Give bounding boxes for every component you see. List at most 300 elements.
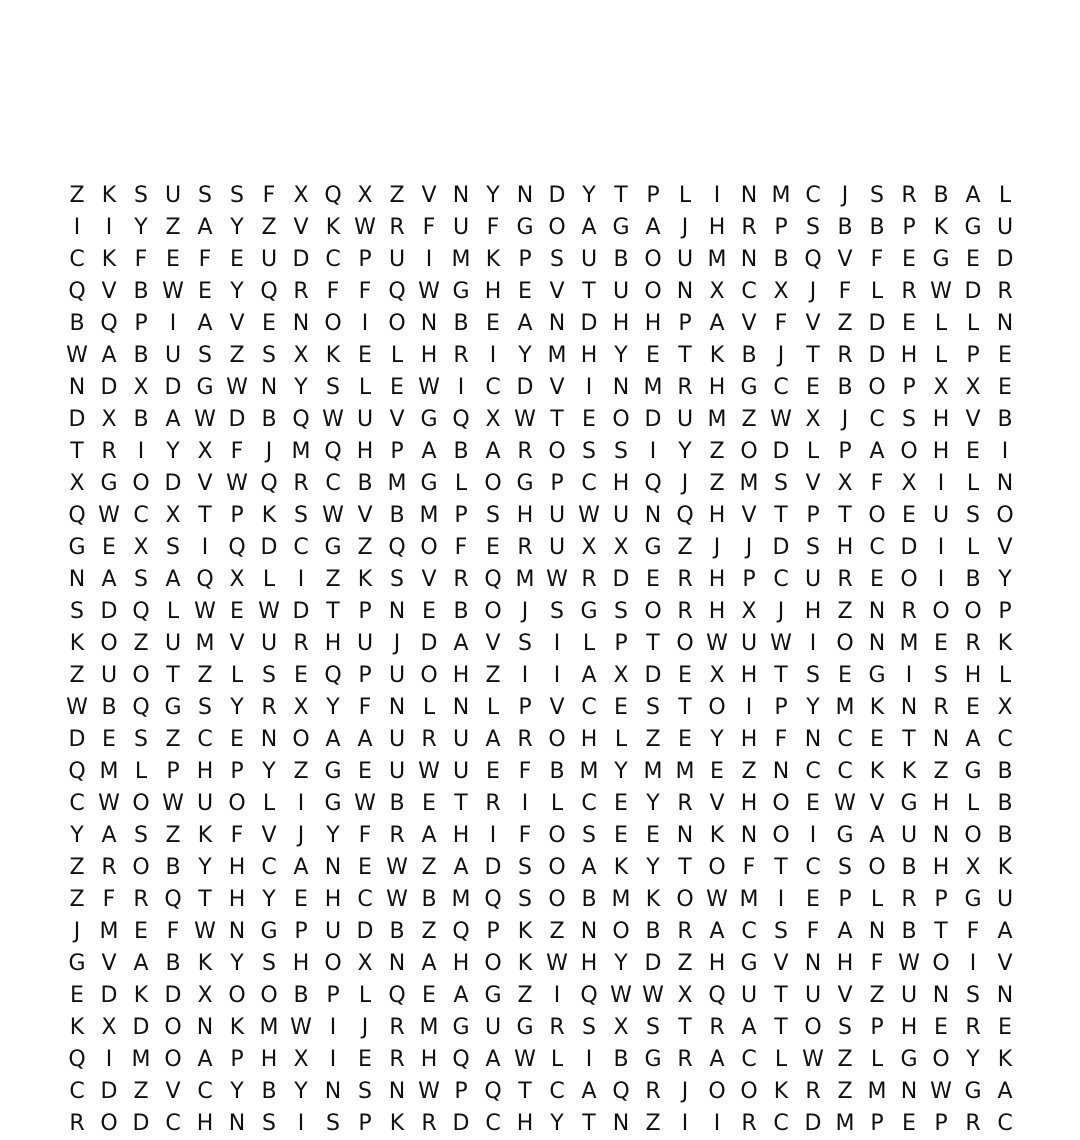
letter-cell[interactable]: H [260,1047,278,1072]
letter-cell[interactable]: D [420,631,438,656]
letter-cell[interactable]: D [100,375,118,400]
letter-cell[interactable]: Q [676,503,694,528]
letter-cell[interactable]: P [358,663,372,688]
letter-cell[interactable]: Q [132,695,150,720]
letter-cell[interactable]: N [612,375,630,400]
letter-cell[interactable]: N [324,855,342,880]
letter-cell[interactable]: L [166,599,180,624]
letter-cell[interactable]: W [354,215,376,240]
letter-cell[interactable]: L [550,1047,564,1072]
letter-cell[interactable]: N [260,727,278,752]
letter-cell[interactable]: K [645,887,661,912]
letter-cell[interactable]: W [546,567,568,592]
letter-cell[interactable]: S [518,887,532,912]
letter-cell[interactable]: W [514,407,536,432]
letter-cell[interactable]: O [740,439,758,464]
letter-cell[interactable]: P [390,439,404,464]
letter-cell[interactable]: A [581,1079,597,1104]
letter-cell[interactable]: P [646,183,660,208]
letter-cell[interactable]: S [550,599,564,624]
letter-cell[interactable]: D [900,535,918,560]
letter-cell[interactable]: M [451,247,471,272]
letter-cell[interactable]: G [420,471,438,496]
letter-cell[interactable]: X [357,951,373,976]
letter-cell[interactable]: U [100,663,118,688]
letter-cell[interactable]: R [389,215,405,240]
letter-cell[interactable]: E [646,823,660,848]
letter-cell[interactable]: I [169,311,177,336]
letter-cell[interactable]: J [297,823,305,848]
letter-cell[interactable]: J [841,407,849,432]
letter-cell[interactable]: W [898,951,920,976]
letter-cell[interactable]: S [838,1015,852,1040]
letter-cell[interactable]: U [580,247,598,272]
letter-cell[interactable]: W [930,279,952,304]
letter-cell[interactable]: H [932,439,950,464]
letter-cell[interactable]: O [548,855,566,880]
letter-cell[interactable]: L [230,663,244,688]
letter-cell[interactable]: X [997,695,1013,720]
letter-cell[interactable]: X [709,663,725,688]
letter-cell[interactable]: G [868,663,886,688]
letter-cell[interactable]: S [614,439,628,464]
letter-cell[interactable]: W [834,791,856,816]
letter-cell[interactable]: H [452,951,470,976]
letter-cell[interactable]: G [644,535,662,560]
letter-cell[interactable]: P [230,1047,244,1072]
letter-cell[interactable]: Y [710,727,724,752]
letter-cell[interactable]: A [133,951,149,976]
letter-cell[interactable]: B [997,791,1013,816]
letter-cell[interactable]: L [966,471,980,496]
letter-cell[interactable]: H [228,887,246,912]
letter-cell[interactable]: V [869,791,885,816]
letter-cell[interactable]: H [452,823,470,848]
letter-cell[interactable]: L [870,279,884,304]
letter-cell[interactable]: B [165,855,181,880]
letter-cell[interactable]: Q [644,471,662,496]
letter-cell[interactable]: Z [165,215,181,240]
letter-cell[interactable]: D [644,951,662,976]
letter-cell[interactable]: E [230,599,244,624]
letter-cell[interactable]: O [228,983,246,1008]
letter-cell[interactable]: P [550,471,564,496]
letter-cell[interactable]: L [550,791,564,816]
letter-cell[interactable]: G [324,791,342,816]
letter-cell[interactable]: V [549,279,565,304]
letter-cell[interactable]: M [611,887,631,912]
letter-cell[interactable]: A [741,1015,757,1040]
letter-cell[interactable]: F [230,439,244,464]
letter-cell[interactable]: P [934,1111,948,1136]
letter-cell[interactable]: F [358,695,372,720]
letter-cell[interactable]: H [420,343,438,368]
letter-cell[interactable]: R [901,887,917,912]
letter-cell[interactable]: S [358,1079,372,1104]
letter-cell[interactable]: Y [550,1111,564,1136]
letter-cell[interactable]: E [422,983,436,1008]
letter-cell[interactable]: O [132,791,150,816]
letter-cell[interactable]: A [453,983,469,1008]
letter-cell[interactable]: F [774,311,788,336]
letter-cell[interactable]: V [389,407,405,432]
letter-cell[interactable]: N [388,695,406,720]
letter-cell[interactable]: M [867,1079,887,1104]
letter-cell[interactable]: W [706,631,728,656]
letter-cell[interactable]: K [613,855,629,880]
letter-cell[interactable]: L [262,567,276,592]
letter-cell[interactable]: B [869,215,885,240]
letter-cell[interactable]: B [453,439,469,464]
letter-cell[interactable]: Y [134,215,148,240]
letter-cell[interactable]: I [969,951,977,976]
letter-cell[interactable]: E [486,535,500,560]
letter-cell[interactable]: A [837,919,853,944]
letter-cell[interactable]: Z [549,919,565,944]
letter-cell[interactable]: D [164,983,182,1008]
letter-cell[interactable]: G [516,215,534,240]
letter-cell[interactable]: O [612,919,630,944]
letter-cell[interactable]: S [582,1015,596,1040]
letter-cell[interactable]: Q [804,247,822,272]
letter-cell[interactable]: Z [197,663,213,688]
letter-cell[interactable]: C [869,407,885,432]
letter-cell[interactable]: R [389,1015,405,1040]
letter-cell[interactable]: H [516,503,534,528]
letter-cell[interactable]: J [777,599,785,624]
letter-cell[interactable]: P [326,983,340,1008]
letter-cell[interactable]: N [420,311,438,336]
letter-cell[interactable]: Z [645,727,661,752]
letter-cell[interactable]: L [870,887,884,912]
letter-cell[interactable]: W [162,279,184,304]
letter-cell[interactable]: S [518,631,532,656]
letter-cell[interactable]: X [837,471,853,496]
letter-cell[interactable]: T [70,439,84,464]
letter-cell[interactable]: Q [132,599,150,624]
letter-cell[interactable]: I [521,663,529,688]
letter-cell[interactable]: Z [485,663,501,688]
letter-cell[interactable]: G [516,1015,534,1040]
letter-cell[interactable]: Y [326,695,340,720]
letter-cell[interactable]: F [838,279,852,304]
letter-cell[interactable]: Z [741,759,757,784]
letter-cell[interactable]: C [805,855,821,880]
letter-cell[interactable]: W [322,503,344,528]
letter-cell[interactable]: R [517,727,533,752]
letter-cell[interactable]: J [681,215,689,240]
letter-cell[interactable]: O [164,1015,182,1040]
letter-cell[interactable]: E [486,759,500,784]
letter-cell[interactable]: O [420,663,438,688]
letter-cell[interactable]: N [548,311,566,336]
letter-cell[interactable]: T [678,855,692,880]
letter-cell[interactable]: M [515,567,535,592]
letter-cell[interactable]: R [965,1111,981,1136]
letter-cell[interactable]: E [934,631,948,656]
letter-cell[interactable]: E [806,791,820,816]
letter-cell[interactable]: Y [230,215,244,240]
letter-cell[interactable]: B [741,343,757,368]
letter-cell[interactable]: S [262,663,276,688]
letter-cell[interactable]: Q [260,279,278,304]
letter-cell[interactable]: E [902,503,916,528]
letter-cell[interactable]: N [68,567,86,592]
letter-cell[interactable]: Z [133,631,149,656]
letter-cell[interactable]: N [996,311,1014,336]
letter-cell[interactable]: L [934,343,948,368]
letter-cell[interactable]: N [932,983,950,1008]
letter-cell[interactable]: H [324,631,342,656]
letter-cell[interactable]: M [771,183,791,208]
letter-cell[interactable]: W [322,407,344,432]
letter-cell[interactable]: H [580,951,598,976]
letter-cell[interactable]: N [676,279,694,304]
letter-cell[interactable]: E [902,1111,916,1136]
letter-cell[interactable]: I [489,823,497,848]
letter-cell[interactable]: R [837,343,853,368]
letter-cell[interactable]: D [548,183,566,208]
letter-cell[interactable]: O [132,855,150,880]
letter-cell[interactable]: K [197,951,213,976]
letter-cell[interactable]: P [358,247,372,272]
letter-cell[interactable]: Y [230,695,244,720]
letter-cell[interactable]: X [581,535,597,560]
letter-cell[interactable]: K [133,983,149,1008]
letter-cell[interactable]: B [613,1047,629,1072]
letter-cell[interactable]: Q [196,567,214,592]
letter-cell[interactable]: S [774,471,788,496]
letter-cell[interactable]: S [870,183,884,208]
letter-cell[interactable]: D [68,727,86,752]
letter-cell[interactable]: K [69,1015,85,1040]
letter-cell[interactable]: Y [614,759,628,784]
letter-cell[interactable]: O [164,1047,182,1072]
letter-cell[interactable]: D [100,983,118,1008]
letter-cell[interactable]: Z [165,823,181,848]
letter-cell[interactable]: S [902,407,916,432]
letter-cell[interactable]: M [131,1047,151,1072]
letter-cell[interactable]: B [133,279,149,304]
letter-cell[interactable]: D [260,535,278,560]
letter-cell[interactable]: G [612,215,630,240]
letter-cell[interactable]: Z [165,727,181,752]
letter-cell[interactable]: I [297,1111,305,1136]
letter-cell[interactable]: U [388,727,406,752]
letter-cell[interactable]: X [229,567,245,592]
letter-cell[interactable]: C [869,535,885,560]
letter-cell[interactable]: P [934,887,948,912]
letter-cell[interactable]: A [197,215,213,240]
letter-cell[interactable]: H [708,215,726,240]
letter-cell[interactable]: K [517,919,533,944]
letter-cell[interactable]: N [996,471,1014,496]
letter-cell[interactable]: P [870,1015,884,1040]
letter-cell[interactable]: E [902,311,916,336]
letter-cell[interactable]: J [745,535,753,560]
letter-cell[interactable]: A [517,311,533,336]
letter-cell[interactable]: M [451,887,471,912]
letter-cell[interactable]: H [420,1047,438,1072]
letter-cell[interactable]: A [101,823,117,848]
letter-cell[interactable]: X [133,535,149,560]
letter-cell[interactable]: U [932,503,950,528]
letter-cell[interactable]: E [198,279,212,304]
letter-cell[interactable]: Q [228,535,246,560]
letter-cell[interactable]: Z [677,535,693,560]
letter-cell[interactable]: M [291,439,311,464]
letter-cell[interactable]: E [390,375,404,400]
letter-cell[interactable]: F [518,759,532,784]
letter-cell[interactable]: E [678,727,692,752]
letter-cell[interactable]: Y [998,567,1012,592]
letter-cell[interactable]: C [165,1111,181,1136]
letter-cell[interactable]: Z [357,535,373,560]
letter-cell[interactable]: L [870,1047,884,1072]
letter-cell[interactable]: I [105,215,113,240]
letter-cell[interactable]: I [457,375,465,400]
letter-cell[interactable]: E [678,663,692,688]
letter-cell[interactable]: A [997,919,1013,944]
letter-cell[interactable]: C [805,183,821,208]
letter-cell[interactable]: S [966,503,980,528]
letter-cell[interactable]: L [486,695,500,720]
letter-cell[interactable]: L [134,759,148,784]
letter-cell[interactable]: C [133,503,149,528]
letter-cell[interactable]: M [99,919,119,944]
letter-cell[interactable]: W [418,759,440,784]
letter-cell[interactable]: O [644,279,662,304]
letter-cell[interactable]: G [964,759,982,784]
letter-cell[interactable]: U [548,535,566,560]
letter-cell[interactable]: N [388,1079,406,1104]
letter-cell[interactable]: A [869,823,885,848]
letter-cell[interactable]: Z [837,599,853,624]
letter-cell[interactable]: O [484,599,502,624]
letter-cell[interactable]: Q [388,983,406,1008]
letter-cell[interactable]: D [164,471,182,496]
letter-cell[interactable]: R [837,567,853,592]
letter-cell[interactable]: Y [646,791,660,816]
letter-cell[interactable]: S [294,503,308,528]
letter-cell[interactable]: T [198,503,212,528]
letter-cell[interactable]: Z [837,1047,853,1072]
letter-cell[interactable]: K [709,823,725,848]
letter-cell[interactable]: D [964,279,982,304]
letter-cell[interactable]: L [774,1047,788,1072]
letter-cell[interactable]: N [932,727,950,752]
letter-cell[interactable]: T [166,663,180,688]
letter-cell[interactable]: R [517,439,533,464]
letter-cell[interactable]: E [70,983,84,1008]
letter-cell[interactable]: F [518,823,532,848]
letter-cell[interactable]: O [964,823,982,848]
letter-cell[interactable]: G [484,983,502,1008]
letter-cell[interactable]: H [708,567,726,592]
letter-cell[interactable]: V [741,311,757,336]
letter-cell[interactable]: N [228,1111,246,1136]
letter-cell[interactable]: R [997,279,1013,304]
letter-cell[interactable]: B [997,823,1013,848]
letter-cell[interactable]: Q [452,1047,470,1072]
letter-cell[interactable]: U [676,407,694,432]
letter-cell[interactable]: U [164,631,182,656]
letter-cell[interactable]: S [134,727,148,752]
letter-cell[interactable]: U [676,247,694,272]
letter-cell[interactable]: E [614,791,628,816]
letter-cell[interactable]: I [553,663,561,688]
letter-cell[interactable]: N [612,1111,630,1136]
letter-cell[interactable]: X [133,375,149,400]
letter-cell[interactable]: I [649,439,657,464]
letter-cell[interactable]: O [868,375,886,400]
letter-cell[interactable]: K [101,183,117,208]
letter-cell[interactable]: Y [646,855,660,880]
letter-cell[interactable]: M [739,471,759,496]
letter-cell[interactable]: N [452,695,470,720]
letter-cell[interactable]: G [932,247,950,272]
letter-cell[interactable]: Z [741,407,757,432]
letter-cell[interactable]: G [516,471,534,496]
letter-cell[interactable]: I [937,567,945,592]
letter-cell[interactable]: V [709,791,725,816]
letter-cell[interactable]: V [421,567,437,592]
letter-cell[interactable]: Z [69,887,85,912]
letter-cell[interactable]: X [965,375,981,400]
letter-cell[interactable]: H [932,791,950,816]
letter-cell[interactable]: S [806,535,820,560]
letter-cell[interactable]: F [102,887,116,912]
letter-cell[interactable]: D [132,1015,150,1040]
letter-cell[interactable]: H [324,887,342,912]
letter-cell[interactable]: T [326,599,340,624]
letter-cell[interactable]: Y [230,279,244,304]
letter-cell[interactable]: G [260,919,278,944]
letter-cell[interactable]: V [197,471,213,496]
letter-cell[interactable]: U [260,631,278,656]
letter-cell[interactable]: A [421,951,437,976]
letter-cell[interactable]: R [965,631,981,656]
letter-cell[interactable]: H [516,1111,534,1136]
letter-cell[interactable]: W [930,1079,952,1104]
letter-cell[interactable]: R [901,599,917,624]
letter-cell[interactable]: E [806,887,820,912]
letter-cell[interactable]: S [934,663,948,688]
letter-cell[interactable]: P [902,215,916,240]
letter-cell[interactable]: Q [484,887,502,912]
letter-cell[interactable]: H [900,343,918,368]
letter-cell[interactable]: E [710,759,724,784]
letter-cell[interactable]: S [262,1111,276,1136]
letter-cell[interactable]: O [804,1015,822,1040]
letter-cell[interactable]: L [358,983,372,1008]
letter-cell[interactable]: W [514,1047,536,1072]
letter-cell[interactable]: E [230,727,244,752]
letter-cell[interactable]: V [293,215,309,240]
letter-cell[interactable]: L [966,311,980,336]
letter-cell[interactable]: Z [421,855,437,880]
letter-cell[interactable]: G [740,951,758,976]
letter-cell[interactable]: H [740,727,758,752]
letter-cell[interactable]: P [614,631,628,656]
letter-cell[interactable]: N [900,1079,918,1104]
letter-cell[interactable]: G [964,215,982,240]
letter-cell[interactable]: I [329,1015,337,1040]
letter-cell[interactable]: Z [677,951,693,976]
letter-cell[interactable]: X [197,983,213,1008]
letter-cell[interactable]: A [325,727,341,752]
letter-cell[interactable]: C [837,727,853,752]
